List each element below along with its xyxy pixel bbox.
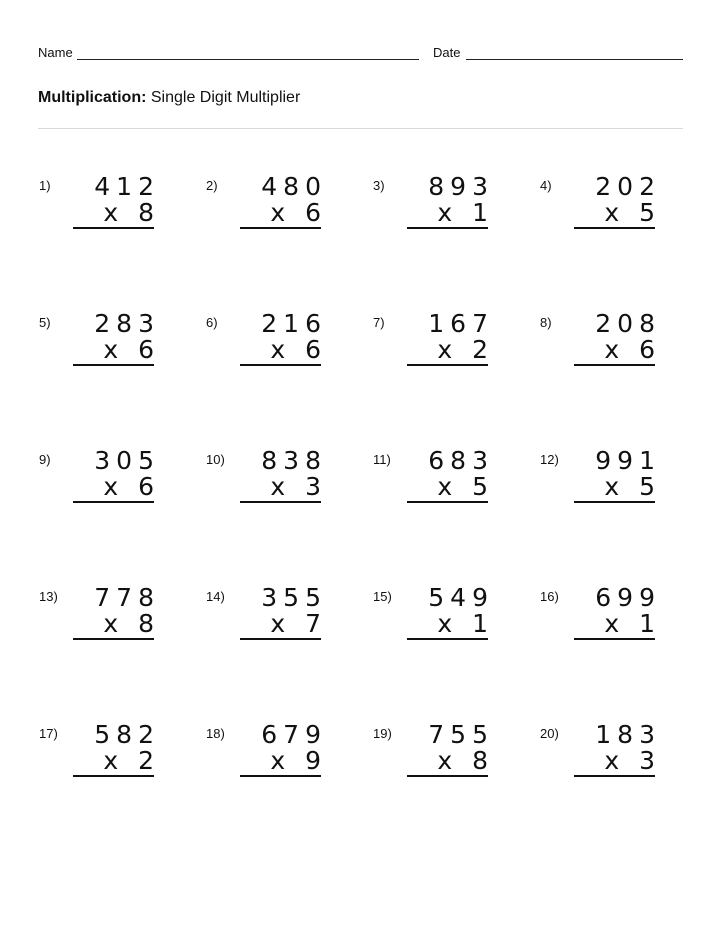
problem-number: 14) — [206, 589, 225, 604]
title-bold: Multiplication: — [38, 89, 147, 106]
multiplier: x 6 — [103, 335, 160, 364]
problem-number: 16) — [540, 589, 559, 604]
problem-18 — [206, 720, 356, 806]
answer-line[interactable] — [407, 501, 488, 503]
multiplicand: 582 — [94, 720, 160, 749]
problem-number: 5) — [39, 315, 51, 330]
answer-line[interactable] — [240, 638, 321, 640]
multiplicand: 549 — [428, 583, 494, 612]
answer-line[interactable] — [574, 501, 655, 503]
problem-10 — [206, 446, 356, 532]
problem-number: 9) — [39, 452, 51, 467]
header-divider — [38, 128, 683, 129]
multiplier: x 8 — [103, 198, 160, 227]
problem-number: 7) — [373, 315, 385, 330]
multiplier: x 6 — [604, 335, 661, 364]
problem-14 — [206, 583, 356, 669]
multiplier: x 6 — [270, 335, 327, 364]
multiplicand: 778 — [94, 583, 160, 612]
worksheet-header — [38, 44, 683, 62]
multiplicand: 699 — [595, 583, 661, 612]
multiplicand: 202 — [595, 172, 661, 201]
problem-3 — [373, 172, 523, 258]
problem-5 — [39, 309, 189, 395]
answer-line[interactable] — [407, 364, 488, 366]
answer-line[interactable] — [574, 364, 655, 366]
answer-line[interactable] — [240, 501, 321, 503]
problem-17 — [39, 720, 189, 806]
problem-number: 20) — [540, 726, 559, 741]
multiplier: x 1 — [437, 609, 494, 638]
answer-line[interactable] — [574, 775, 655, 777]
problem-4 — [540, 172, 690, 258]
multiplicand: 755 — [428, 720, 494, 749]
problem-12 — [540, 446, 690, 532]
multiplicand: 355 — [261, 583, 327, 612]
answer-line[interactable] — [574, 227, 655, 229]
problem-number: 15) — [373, 589, 392, 604]
problem-number: 4) — [540, 178, 552, 193]
multiplicand: 305 — [94, 446, 160, 475]
multiplier: x 5 — [604, 198, 661, 227]
name-field[interactable] — [77, 59, 419, 60]
answer-line[interactable] — [240, 227, 321, 229]
problem-number: 17) — [39, 726, 58, 741]
answer-line[interactable] — [574, 638, 655, 640]
multiplier: x 2 — [103, 746, 160, 775]
multiplicand: 893 — [428, 172, 494, 201]
problem-number: 6) — [206, 315, 218, 330]
multiplier: x 5 — [604, 472, 661, 501]
multiplier: x 8 — [103, 609, 160, 638]
problem-19 — [373, 720, 523, 806]
problem-20 — [540, 720, 690, 806]
multiplier: x 6 — [270, 198, 327, 227]
answer-line[interactable] — [407, 775, 488, 777]
problem-number: 12) — [540, 452, 559, 467]
problem-number: 11) — [373, 452, 391, 467]
page-title — [38, 89, 300, 107]
problem-8 — [540, 309, 690, 395]
problem-7 — [373, 309, 523, 395]
problem-15 — [373, 583, 523, 669]
multiplier: x 9 — [270, 746, 327, 775]
multiplicand: 480 — [261, 172, 327, 201]
answer-line[interactable] — [407, 227, 488, 229]
multiplicand: 283 — [94, 309, 160, 338]
multiplier: x 1 — [437, 198, 494, 227]
multiplier: x 8 — [437, 746, 494, 775]
multiplicand: 679 — [261, 720, 327, 749]
multiplier: x 6 — [103, 472, 160, 501]
multiplicand: 991 — [595, 446, 661, 475]
problem-number: 19) — [373, 726, 392, 741]
title-subtitle: Single Digit Multiplier — [146, 89, 301, 106]
problem-16 — [540, 583, 690, 669]
multiplier: x 2 — [437, 335, 494, 364]
problem-2 — [206, 172, 356, 258]
multiplier: x 5 — [437, 472, 494, 501]
problem-number: 8) — [540, 315, 552, 330]
date-label: Date — [433, 45, 461, 60]
answer-line[interactable] — [73, 227, 154, 229]
problem-1 — [39, 172, 189, 258]
answer-line[interactable] — [73, 638, 154, 640]
multiplier: x 3 — [270, 472, 327, 501]
problem-11 — [373, 446, 523, 532]
answer-line[interactable] — [73, 775, 154, 777]
name-label: Name — [38, 45, 73, 60]
multiplicand: 167 — [428, 309, 494, 338]
problem-number: 18) — [206, 726, 225, 741]
answer-line[interactable] — [73, 501, 154, 503]
problem-9 — [39, 446, 189, 532]
problem-6 — [206, 309, 356, 395]
answer-line[interactable] — [240, 775, 321, 777]
problem-13 — [39, 583, 189, 669]
multiplicand: 838 — [261, 446, 327, 475]
answer-line[interactable] — [240, 364, 321, 366]
multiplicand: 683 — [428, 446, 494, 475]
multiplier: x 1 — [604, 609, 661, 638]
problem-number: 2) — [206, 178, 218, 193]
problem-number: 13) — [39, 589, 58, 604]
multiplicand: 216 — [261, 309, 327, 338]
date-field[interactable] — [466, 59, 683, 60]
multiplicand: 183 — [595, 720, 661, 749]
multiplicand: 208 — [595, 309, 661, 338]
answer-line[interactable] — [407, 638, 488, 640]
multiplicand: 412 — [94, 172, 160, 201]
multiplier: x 7 — [270, 609, 327, 638]
answer-line[interactable] — [73, 364, 154, 366]
multiplier: x 3 — [604, 746, 661, 775]
problem-number: 1) — [39, 178, 51, 193]
problem-number: 3) — [373, 178, 385, 193]
problem-number: 10) — [206, 452, 225, 467]
